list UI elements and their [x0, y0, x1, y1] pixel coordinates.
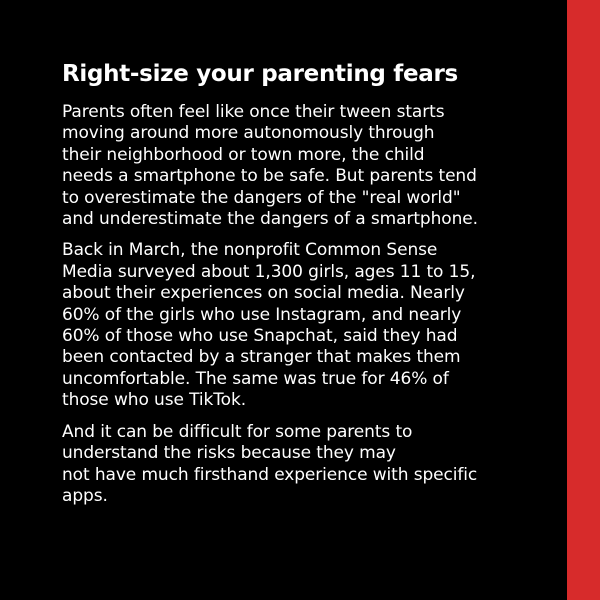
- card-title: Right-size your parenting fears: [62, 61, 458, 87]
- paragraph-line: And it can be difficult for some parents to: [62, 421, 413, 442]
- red-accent-bar: [567, 0, 600, 600]
- paragraph-line: those who use TikTok.: [62, 390, 247, 411]
- paragraph-1: [62, 102, 562, 230]
- paragraph-line: Back in March, the nonprofit Common Sense: [62, 240, 438, 261]
- paragraph-line: been contacted by a stranger that makes them: [62, 347, 461, 368]
- paragraph-line: not have much firsthand experience with specific: [62, 464, 478, 485]
- paragraph-line: apps.: [62, 485, 108, 506]
- paragraph-line: uncomfortable. The same was true for 46% of: [62, 368, 449, 389]
- paragraph-2: [62, 240, 562, 411]
- paragraph-line: their neighborhood or town more, the child: [62, 144, 425, 165]
- paragraph-line: understand the risks because they may: [62, 443, 396, 464]
- paragraph-line: and underestimate the dangers of a smartphone.: [62, 209, 478, 230]
- paragraph-line: Media surveyed about 1,300 girls, ages 11 to 15,: [62, 261, 476, 282]
- paragraph-line: Parents often feel like once their tween starts: [62, 102, 445, 122]
- paragraph-line: to overestimate the dangers of the "real world": [62, 187, 461, 208]
- paragraph-line: moving around more autonomously through: [62, 123, 435, 144]
- paragraph-line: 60% of those who use Snapchat, said they had: [62, 326, 458, 347]
- paragraph-line: about their experiences on social media. Nearly: [62, 283, 465, 304]
- paragraph-3: [62, 422, 562, 508]
- paragraph-line: 60% of the girls who use Instagram, and nearly: [62, 304, 462, 325]
- paragraph-line: needs a smartphone to be safe. But parents tend: [62, 166, 477, 187]
- card-content: [62, 58, 562, 517]
